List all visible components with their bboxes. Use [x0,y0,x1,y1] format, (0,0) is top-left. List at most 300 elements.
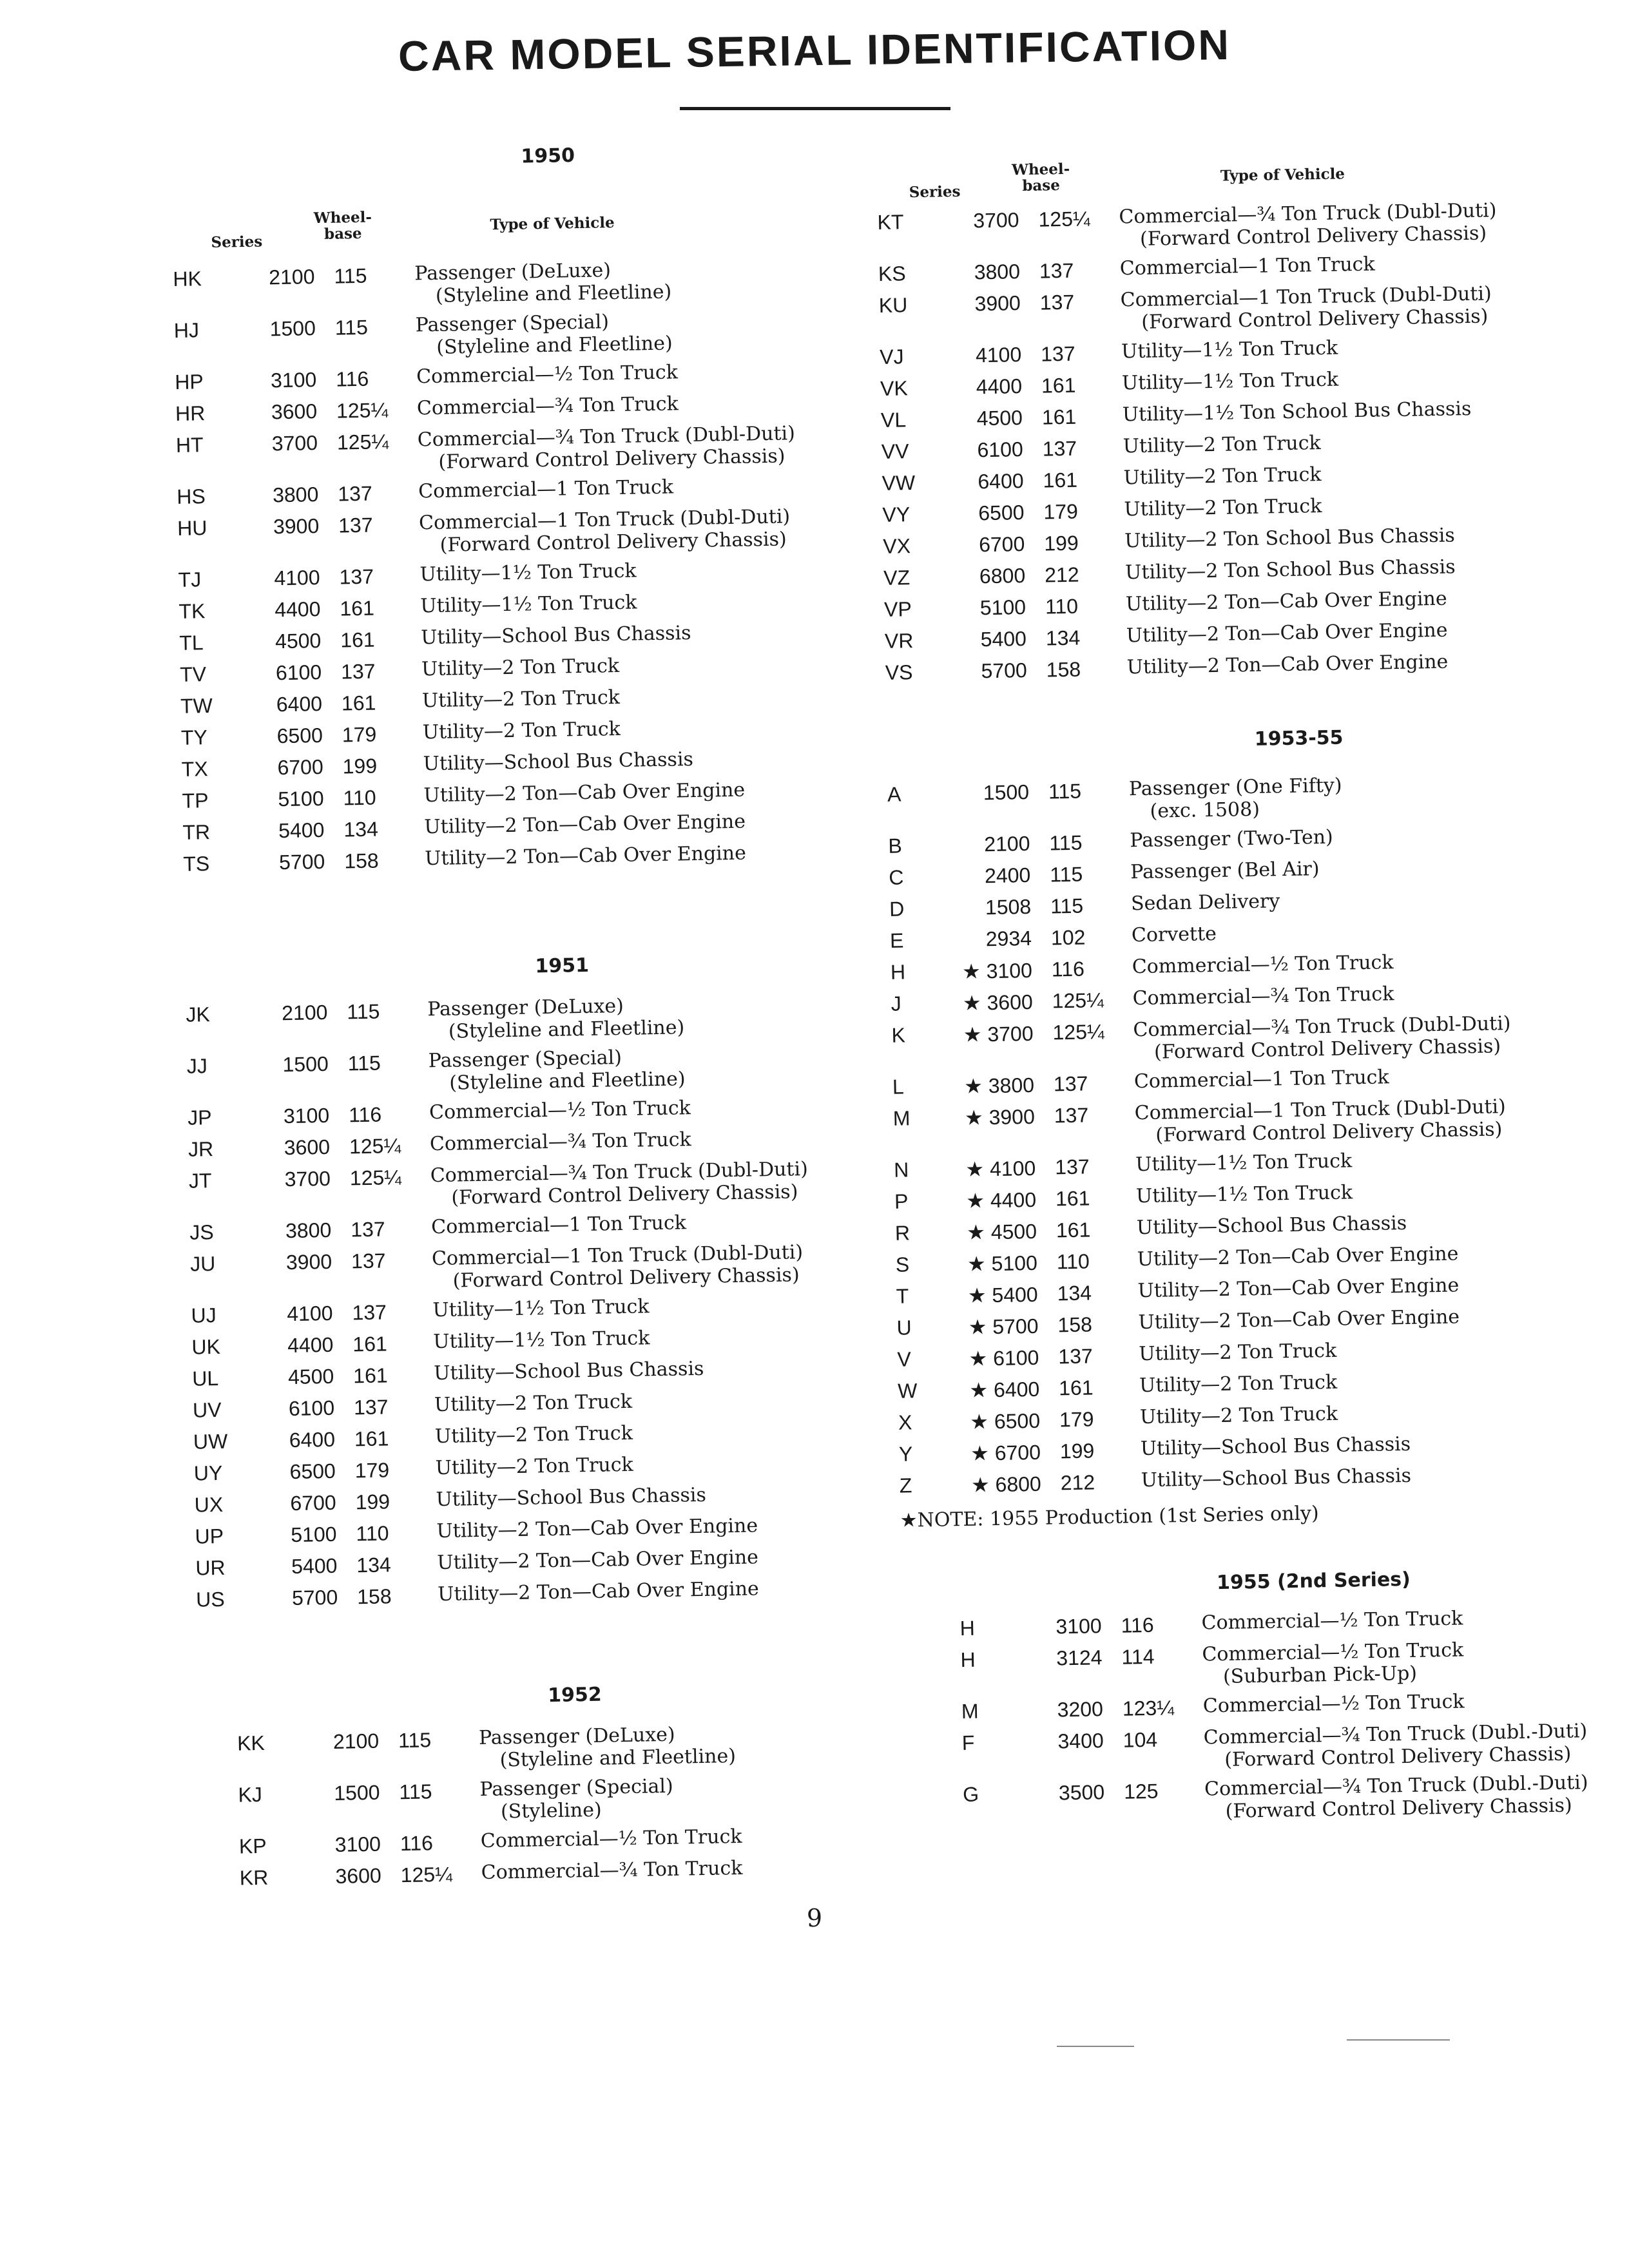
rows-1952 [237,1721,845,1898]
wheelbase: 137 [339,564,374,589]
model-number: 4100 [287,1301,333,1326]
model-number: ★ 6100 [969,1345,1039,1370]
vehicle-type-main: Utility—2 Ton—Cab Over Engine [1125,587,1447,616]
model-number: ★ 4500 [966,1219,1037,1244]
series-code: VW [882,471,916,495]
vehicle-type-main: Commercial—¾ Ton Truck (Dubl-Duti) [430,1157,809,1187]
vehicle-type-sub: (Styleline and Fleetline) [448,1067,686,1095]
vehicle-type [1201,1604,1629,1635]
title-underline [680,107,950,110]
vehicle-type-sub: (Forward Control Delivery Chassis) [1153,1034,1501,1064]
model-number: 1500 [983,780,1030,805]
model-number: 6400 [289,1427,336,1452]
right-column [876,152,1614,1836]
model-number: 1500 [282,1052,329,1077]
series-code: TS [182,852,210,876]
vehicle-type-sub: (Forward Control Delivery Chassis) [1225,1794,1572,1823]
vehicle-type [1119,198,1583,251]
scan-mark [1057,2046,1134,2047]
model-number: 2100 [268,265,315,289]
series-code: M [961,1699,979,1724]
page-title: CAR MODEL SERIAL IDENTIFICATION [398,20,1231,81]
series-code: VS [885,660,913,684]
model-number: 3700 [284,1166,331,1191]
wheelbase: 125¼ [1052,1020,1104,1044]
wheelbase: 134 [1057,1281,1092,1305]
series-code: HT [175,433,204,457]
series-code: M [892,1106,911,1130]
vehicle-type [414,255,879,308]
vehicle-type-main: Commercial—½ Ton Truck [1202,1690,1465,1718]
wheelbase: 110 [1056,1249,1090,1274]
wheelbase: 123¼ [1122,1696,1175,1720]
series-code: TR [182,820,211,844]
vehicle-type-main: Utility—2 Ton Truck [1123,463,1322,490]
vehicle-type [415,307,880,360]
wheelbase: 116 [348,1102,382,1127]
wheelbase: 161 [1041,405,1077,429]
wheelbase: 199 [355,1490,390,1514]
vehicle-type-main: Utility—School Bus Chassis [420,622,691,649]
vehicle-type-main: Utility—2 Ton Truck [1139,1370,1338,1398]
series-code: HP [174,370,204,394]
model-number: 6700 [277,755,324,780]
vehicle-type-main: Utility—2 Ton Truck [435,1453,634,1480]
model-number: 2100 [983,832,1030,856]
model-number: 6100 [288,1396,335,1421]
series-code: VP [883,597,912,621]
model-number: 4400 [287,1332,334,1358]
vehicle-type-main: Passenger (Special) [428,1046,622,1073]
wheelbase: 116 [1051,957,1085,981]
series-code: UV [192,1398,222,1422]
series-code: HJ [173,318,200,342]
vehicle-type-main: Utility—2 Ton—Cab Over Engine [436,1546,759,1575]
wheelbase: 199 [1059,1439,1095,1463]
model-number: 6700 [978,532,1025,557]
vehicle-type-main: Utility—2 Ton—Cab Over Engine [423,778,746,807]
vehicle-type-main: Utility—2 Ton Truck [421,686,621,713]
wheelbase: 104 [1123,1727,1158,1752]
series-code: UW [193,1429,228,1454]
wheelbase: 116 [400,1831,434,1856]
wheelbase: 179 [1043,499,1079,524]
vehicle-type-main: Commercial—¾ Ton Truck [429,1128,691,1156]
wheelbase: 161 [1041,373,1076,398]
model-number: 3100 [334,1832,381,1856]
left-column [171,140,845,1899]
series-code: C [889,865,904,889]
vehicle-type [432,1240,896,1293]
model-number: 4500 [275,629,322,653]
wheelbase: 161 [1043,468,1078,492]
model-number: ★ 6700 [970,1440,1041,1465]
vehicle-type-main: Passenger (Bel Air) [1130,858,1320,884]
vehicle-type-main: Commercial—1 Ton Truck [418,476,674,503]
rows-1955-2nd [959,1605,1614,1834]
series-code: F [961,1731,975,1755]
wheelbase: 110 [1045,594,1079,619]
vehicle-type [419,505,883,557]
vehicle-type-main: Commercial—½ Ton Truck [1202,1639,1464,1666]
vehicle-type-main: Commercial—¾ Ton Truck (Dubl.-Duti) [1204,1771,1588,1801]
model-number: 2934 [985,926,1032,951]
model-number: 4100 [274,566,320,590]
vehicle-type-main: Passenger (One Fifty) [1128,774,1342,801]
series-code: UL [191,1366,219,1390]
wheelbase: 137 [350,1217,385,1242]
header-series-right: Series [909,182,961,202]
model-number: ★ 3100 [961,958,1033,983]
model-number: 5100 [278,787,324,811]
wheelbase: 134 [343,817,379,841]
model-number: 2400 [984,863,1031,888]
series-code: R [894,1221,911,1245]
series-code: Y [898,1442,913,1466]
wheelbase: 134 [1045,626,1081,650]
series-code: HU [177,516,207,540]
vehicle-type [1134,1095,1599,1148]
vehicle-type-sub: (Forward Control Delivery Chassis) [439,527,787,557]
vehicle-type-main: Utility—2 Ton—Cab Over Engine [1137,1274,1460,1303]
series-code: KT [877,210,904,234]
section-title-1951: 1951 [535,954,590,978]
wheelbase: 137 [1039,290,1075,314]
series-code: TL [179,631,204,655]
rows-1951 [186,992,841,1619]
page-number: 9 [806,1904,823,1932]
series-code: W [897,1379,918,1403]
vehicle-type-main: Utility—2 Ton—Cab Over Engine [1126,650,1449,679]
wheelbase: 115 [347,1051,381,1075]
vehicle-type [428,1043,892,1095]
series-code: TK [178,599,206,623]
series-code: KS [878,262,906,285]
model-number: 3500 [1058,1780,1105,1805]
wheelbase: 137 [1054,1103,1089,1128]
model-number: ★ 6400 [969,1377,1040,1402]
wheelbase: 212 [1060,1470,1095,1495]
wheelbase: 137 [353,1395,389,1419]
series-code: JP [187,1106,212,1129]
series-code: TY [180,726,208,749]
rows-1950 [173,256,828,884]
series-code: K [891,1023,906,1047]
model-number: 6400 [276,692,323,716]
vehicle-type-sub: (exc. 1508) [1150,798,1260,823]
model-number: ★ 4100 [965,1156,1036,1181]
series-code: JJ [186,1054,208,1078]
series-code: JU [189,1252,216,1276]
model-number: ★ 6500 [970,1408,1041,1434]
vehicle-type-main: Utility—School Bus Chassis [1136,1211,1407,1240]
wheelbase: 115 [347,999,380,1024]
section-1952 [198,1679,845,1898]
wheelbase: 110 [343,785,376,810]
rows-1953-55 [887,771,1608,1506]
wheelbase: 115 [334,264,367,288]
header-wheelbase-right: Wheel- base [1011,160,1070,195]
wheelbase: 116 [335,367,369,391]
vehicle-type-main: Commercial—1 Ton Truck (Dubl-Duti) [431,1241,804,1271]
vehicle-type-main: Utility—School Bus Chassis [1140,1432,1411,1461]
wheelbase: 179 [354,1458,390,1483]
column-headers [171,163,817,251]
wheelbase: 115 [399,1780,432,1804]
series-code: VK [880,376,909,400]
series-code: VL [880,408,907,432]
model-number: 1500 [269,316,316,341]
series-code: KJ [238,1782,263,1807]
vehicle-type-sub: (Styleline) [500,1798,602,1823]
model-number: 3200 [1057,1697,1104,1722]
production-note: ★NOTE: 1955 Production (1st Series only) [900,1502,1319,1532]
wheelbase: 158 [1057,1312,1093,1337]
vehicle-type-main: Utility—School Bus Chassis [433,1357,704,1385]
vehicle-type [1202,1636,1629,1689]
vehicle-type-sub: (Forward Control Delivery Chassis) [452,1263,800,1293]
series-code: B [888,834,903,858]
wheelbase: 161 [340,628,375,652]
vehicle-type-main: Commercial—¾ Ton Truck [481,1856,743,1884]
series-code: H [959,1616,976,1640]
series-code: UX [194,1492,224,1517]
vehicle-type-main: Commercial—1 Ton Truck [430,1211,687,1239]
vehicle-type [1204,1771,1629,1823]
wheelbase: 125¼ [1038,207,1090,231]
vehicle-type-main: Utility—1½ Ton Truck [1135,1181,1353,1208]
model-number: ★ 6800 [970,1472,1042,1497]
series-code: H [890,960,906,984]
wheelbase: 134 [356,1553,392,1577]
model-number: 3124 [1056,1646,1103,1670]
wheelbase: 137 [1039,258,1074,283]
series-code: UY [193,1461,223,1485]
wheelbase: 179 [1059,1407,1094,1432]
vehicle-type-main: Commercial—½ Ton Truck [416,361,679,389]
header-type-right: Type of Vehicle [1220,165,1345,185]
section-1950 [171,140,828,884]
vehicle-type-main: Commercial—1 Ton Truck (Dubl-Duti) [1134,1095,1507,1125]
vehicle-type-main: Utility—2 Ton—Cab Over Engine [436,1514,758,1543]
vehicle-type-main: Commercial—½ Ton Truck [429,1097,691,1124]
model-number: 6500 [289,1459,336,1484]
model-number: 6500 [276,724,323,748]
vehicle-type-main: Utility—2 Ton—Cab Over Engine [1138,1305,1460,1334]
model-number: 5400 [980,627,1027,651]
vehicle-type-main: Utility—2 Ton Truck [1139,1402,1338,1429]
vehicle-type-main: Utility—2 Ton—Cab Over Engine [424,810,746,839]
series-code: T [896,1284,909,1308]
wheelbase: 137 [1040,341,1075,366]
model-number: ★ 3600 [962,990,1034,1015]
vehicle-type-main: Utility—1½ Ton School Bus Chassis [1122,397,1472,427]
model-number: 3100 [1055,1614,1102,1639]
wheelbase: 125¼ [349,1134,401,1158]
series-code: VY [882,503,911,526]
series-code: JR [188,1137,214,1161]
model-number: 4400 [274,597,321,622]
wheelbase: 137 [352,1300,387,1325]
section-1953-55 [886,722,1608,1532]
wheelbase: 115 [1048,779,1082,803]
vehicle-type [1129,771,1594,823]
vehicle-type-main: Utility—1½ Ton Truck [1135,1149,1353,1177]
vehicle-type-sub: (Forward Control Delivery Chassis) [1155,1117,1503,1147]
model-number: 5100 [979,595,1027,620]
vehicle-type-main: Utility—School Bus Chassis [423,747,694,776]
vehicle-type-sub: (Forward Control Delivery Chassis) [451,1180,798,1209]
model-number: ★ 5100 [967,1251,1038,1276]
model-number: 3800 [272,483,319,507]
model-number: 2100 [333,1729,380,1753]
series-code: VR [884,629,914,653]
model-number: ★ 3800 [963,1073,1035,1098]
vehicle-type-sub: (Forward Control Delivery Chassis) [1139,221,1487,251]
wheelbase: 161 [340,596,375,620]
vehicle-type-main: Utility—2 Ton Truck [1123,432,1321,458]
wheelbase: 137 [351,1249,386,1273]
series-code: V [897,1347,912,1371]
series-code: D [889,897,905,921]
model-number: 3800 [285,1218,332,1243]
series-code: VV [881,439,909,463]
vehicle-type-main: Utility—2 Ton Truck [1124,495,1322,521]
wheelbase: 116 [1121,1613,1154,1637]
model-number: ★ 3700 [963,1021,1034,1046]
vehicle-type [479,1771,944,1823]
vehicle-type-sub: (Forward Control Delivery Chassis) [1224,1742,1572,1771]
vehicle-type-sub: (Styleline and Fleetline) [499,1744,737,1771]
model-number: 3700 [973,208,1019,233]
model-number: 6400 [978,469,1024,494]
series-code: Z [899,1474,912,1497]
wheelbase: 125¼ [349,1165,402,1190]
vehicle-type [430,1157,895,1210]
vehicle-type-main: Passenger (Special) [415,311,610,337]
model-number: 5700 [981,658,1028,683]
wheelbase: 161 [1058,1376,1094,1400]
vehicle-type-main: Utility—2 Ton Truck [1138,1339,1337,1366]
vehicle-type-sub: (Forward Control Delivery Chassis) [1141,304,1489,334]
model-number: 4500 [287,1364,334,1389]
vehicle-type-main: Utility—2 Ton School Bus Chassis [1124,524,1456,553]
vehicle-type-main: Commercial—½ Ton Truck [1201,1607,1463,1635]
vehicle-type-main: Utility—1½ Ton Truck [433,1327,650,1354]
section-1955-2nd [901,1564,1614,1835]
scan-mark [1347,2039,1450,2041]
series-code: N [893,1158,909,1182]
wheelbase: 161 [352,1332,388,1356]
wheelbase: 137 [1042,436,1077,461]
model-number: 5100 [290,1522,337,1547]
model-number: 3600 [335,1863,382,1888]
series-code: P [894,1189,909,1213]
vehicle-type-sub: (Suburban Pick-Up) [1222,1662,1418,1688]
series-code: KU [878,293,908,317]
vehicle-type-main: Utility—1½ Ton Truck [420,591,637,618]
series-code: UK [191,1334,221,1359]
wheelbase: 161 [1055,1186,1090,1211]
wheelbase: 125 [1123,1779,1159,1803]
wheelbase: 158 [356,1584,392,1609]
header-series: Series [211,233,263,251]
vehicle-type-main: Utility—1½ Ton Truck [432,1295,650,1322]
wheelbase: 212 [1044,562,1079,587]
vehicle-type-main: Utility—2 Ton—Cab Over Engine [1137,1242,1459,1271]
vehicle-type-sub: (Styleline and Fleetline) [436,331,673,359]
section-1951 [185,950,841,1619]
series-code: KR [239,1865,269,1890]
vehicle-type [479,1719,943,1772]
wheelbase: 115 [1050,894,1084,918]
series-code: JT [188,1169,212,1193]
vehicle-type-main: Commercial—1 Ton Truck [1119,253,1375,280]
vehicle-type-main: Commercial—¾ Ton Truck (Dubl.-Duti) [1203,1720,1588,1749]
series-code: TW [180,694,213,718]
wheelbase: 137 [338,481,373,506]
model-number: 3600 [284,1135,331,1160]
series-code: J [891,992,902,1015]
wheelbase: 125¼ [336,430,389,454]
vehicle-type-main: Utility—2 Ton Truck [421,654,620,681]
series-code: TJ [178,568,202,591]
wheelbase: 125¼ [1052,988,1104,1013]
series-code: HS [177,485,206,508]
section-title-1950: 1950 [521,144,575,168]
wheelbase: 199 [342,754,378,778]
vehicle-type [427,991,892,1044]
model-number: 3100 [283,1103,330,1128]
model-number: ★ 4400 [966,1187,1037,1213]
model-number: 5700 [278,849,325,874]
column-headers-right [876,152,1586,203]
wheelbase: 179 [342,722,377,747]
series-code: VZ [883,566,911,590]
vehicle-type-main: Commercial—¾ Ton Truck (Dubl-Duti) [417,422,796,452]
vehicle-type-main: Utility—2 Ton School Bus Chassis [1124,555,1456,584]
wheelbase: 199 [1043,531,1079,555]
series-code: VJ [879,345,904,369]
wheelbase: 137 [338,513,373,537]
model-number: ★ 5700 [968,1314,1039,1339]
vehicle-type-main: Commercial—¾ Ton Truck (Dubl-Duti) [1133,1012,1511,1042]
vehicle-type-main: Commercial—¾ Ton Truck [416,392,679,420]
vehicle-type-main: Corvette [1131,922,1217,947]
series-code: L [892,1075,905,1099]
model-number: ★ 5400 [967,1282,1038,1307]
series-code: U [896,1316,912,1340]
model-number: 5400 [291,1553,338,1579]
model-number: 4400 [976,374,1023,399]
series-code: TX [181,757,208,781]
series-code: G [962,1782,979,1807]
wheelbase: 115 [334,315,369,340]
vehicle-type-main: Sedan Delivery [1130,890,1280,916]
model-number: ★ 3900 [964,1104,1036,1129]
series-code: JS [189,1220,214,1244]
series-code: VX [883,534,911,558]
model-number: 3400 [1057,1729,1104,1753]
vehicle-type-main: Passenger (DeLuxe) [478,1723,675,1750]
vehicle-type-main: Commercial—½ Ton Truck [480,1825,742,1853]
wheelbase: 137 [340,659,376,684]
model-number: 3900 [974,291,1021,316]
section-title-1952: 1952 [547,1683,602,1707]
vehicle-type-main: Utility—1½ Ton Truck [1121,368,1339,395]
wheelbase: 161 [352,1363,388,1388]
model-number: 5700 [291,1585,338,1610]
